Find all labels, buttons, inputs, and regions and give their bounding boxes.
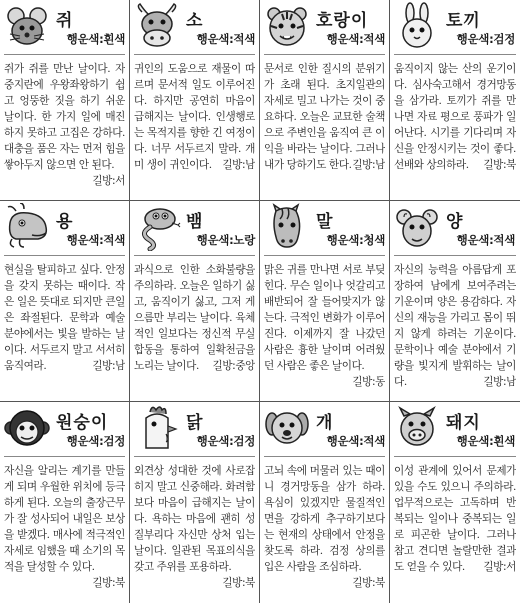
fortune-text-content: 현실을 탈피하고 싶다. 안정을 갖지 못하는 때이다. 작은 일은 뜻대로 되지만 큰일은 좌절된다. 문학과 예술 분야에서는 빛을 발하는 날이다. 서두르지 말고 서서히 움직여라. [4, 264, 125, 372]
fortune-text [394, 61, 516, 189]
fortune-cell-rat [0, 0, 130, 201]
fortune-text [134, 463, 255, 591]
fortune-text [264, 463, 385, 591]
zodiac-name: 양 [446, 212, 464, 232]
fortune-cell-horse [260, 201, 390, 402]
zodiac-name: 소 [186, 11, 204, 31]
divider [4, 255, 125, 256]
lucky-color: 행운색:적색 [326, 32, 385, 46]
fortune-text-content: 움직이지 않는 산의 운기이다. 심사숙고해서 경거망동을 삼가라. 토끼가 쥐를 만나면 자료 평으로 풍파가 일어난다. 시기를 기다리며 자신을 안정시키는 것이 좋다. 선배와 상의하라. [394, 63, 516, 171]
lucky-direction: 길방:북 [352, 577, 385, 589]
fortune-cell-snake [130, 201, 260, 402]
lucky-direction: 길방:북 [222, 577, 255, 589]
fortune-text [264, 61, 385, 189]
fortune-header [260, 201, 390, 254]
lucky-direction: 길방:남 [222, 159, 255, 171]
fortune-header [390, 201, 520, 254]
zodiac-name: 돼지 [446, 413, 481, 433]
lucky-color: 행운색:적색 [326, 434, 385, 448]
zodiac-name: 토끼 [446, 11, 481, 31]
divider [134, 54, 255, 55]
lucky-color: 행운색:검정 [196, 434, 255, 448]
fortune-text-content: 귀인의 도움으로 재물이 따르며 문서적 일도 이루어진다. 하지만 공연히 마음이 급해지는 날이다. 인생행로는 목적지를 향한 긴 여정이다. 너무 서두르지 말라. 개미 생이 귀인이다. [134, 63, 255, 171]
lucky-direction: 길방:남 [352, 159, 385, 171]
divider [4, 54, 125, 55]
lucky-direction: 길방:북 [92, 577, 125, 589]
fortune-text-content: 과식으로 인한 소화불량을 주의하라. 오늘은 일하기 싫고, 움직이기 싫고, 그저 게으름만 부리는 날이다. 육체적인 일보다는 정신적 무실합동을 통하여 일확천금을 노리는 날이다. [134, 264, 255, 372]
fortune-header [130, 201, 260, 254]
divider [134, 255, 255, 256]
zodiac-name: 쥐 [56, 11, 74, 31]
divider [264, 54, 385, 55]
zodiac-name: 호랑이 [316, 11, 369, 31]
fortune-header [260, 0, 390, 53]
fortune-header [130, 402, 260, 455]
fortune-text [134, 61, 255, 189]
fortune-text [134, 262, 255, 390]
fortune-text-content: 이성 관계에 있어서 문제가 있을 수도 있으니 주의하라. 업무적으로는 고독하며 반복되는 일이나 중복되는 일로 피곤한 날이다. 그러나 참고 견디면 놀랄만한 결과도 얻을 수 있다. [394, 465, 516, 573]
fortune-cell-dragon [0, 201, 130, 402]
fortune-text-content: 고뇌 속에 머물러 있는 때이니 경거망동을 삼가 하라. 욕심이 있겠지만 물질적인 면을 강하게 추구하기보다는 현재의 상태에서 안정을 찾도록 하라. 검정 상의를 입은 사람을 조심하라. [264, 465, 385, 573]
fortune-cell-monkey [0, 402, 130, 603]
lucky-color: 행운색:흰색 [456, 434, 515, 448]
snake-icon [132, 203, 182, 251]
fortune-text-content: 자신을 알리는 계기를 만들게 되며 우월한 위치에 등극하게 된다. 오늘의 출장근무가 잘 성사되어 내일은 보상을 받겠다. 매사에 적극적인 자세로 임했을 때 소기의 목적을 달성할 수 있다. [4, 465, 125, 573]
zodiac-name: 닭 [186, 413, 204, 433]
fortune-cell-cow [130, 0, 260, 201]
divider [394, 54, 516, 55]
fortune-cell-pig [390, 402, 520, 603]
fortune-text [264, 262, 385, 390]
lucky-direction: 길방:남 [92, 360, 125, 372]
fortune-cell-tiger [260, 0, 390, 201]
mouse-icon [2, 2, 52, 50]
fortune-header [390, 402, 520, 455]
fortune-text [4, 61, 125, 189]
lucky-direction: 길방:서 [92, 175, 125, 187]
divider [4, 456, 125, 457]
lucky-direction: 길방:남 [483, 376, 516, 388]
divider [394, 456, 516, 457]
lucky-color: 행운색:노랑 [196, 233, 255, 247]
lucky-color: 행운색:적색 [66, 233, 125, 247]
lucky-color: 행운색:검정 [66, 434, 125, 448]
divider [394, 255, 516, 256]
fortune-text-content: 문서로 인한 질시의 분위기가 초래 된다. 초지일관의 자세로 밀고 나가는 것이 중요하다. 오늘은 교묘한 술책으로 주변인을 움직여 큰 이익을 바라는 날이다. 그러나 내가 당하기도 한다. [264, 63, 385, 171]
pig-icon [392, 404, 442, 452]
fortune-header [130, 0, 260, 53]
divider [264, 255, 385, 256]
fortune-header [260, 402, 390, 455]
fortune-cell-dog [260, 402, 390, 603]
fortune-text [4, 463, 125, 591]
lucky-color: 행운색:적색 [456, 233, 515, 247]
fortune-text-content: 자신의 능력을 아름답게 포장하여 남에게 보여주려는 기운이며 양은 용감하다. 자신의 재능을 가리고 몸이 뛰지 않게 하려는 기운이다. 문학이나 예술 분야에서 기량을 빛지게 발휘하는 날이다. [394, 264, 516, 388]
zodiac-name: 뱀 [186, 212, 204, 232]
lucky-direction: 길방:서 [483, 561, 516, 573]
fortune-text [4, 262, 125, 390]
fortune-text-content: 쥐가 쥐를 만난 날이다. 자중지란에 우왕좌왕하기 쉽고 엉뚱한 짓을 하기 쉬운 날이다. 한 가지 일에 매진하지 못하고 고집은 강하다. 대충을 품은 자는 먼저 힘을 쌓아두지 않으면 안 된다. [4, 63, 125, 171]
zodiac-name: 원숭이 [56, 413, 109, 433]
zodiac-name: 말 [316, 212, 334, 232]
fortune-cell-rabbit [390, 0, 520, 201]
dog-icon [262, 404, 312, 452]
divider [264, 456, 385, 457]
cow-icon [132, 2, 182, 50]
tiger-icon [262, 2, 312, 50]
fortune-header [390, 0, 520, 53]
fortune-text-content: 외견상 성대한 것에 사로잡히지 말고 신중해라. 화려함보다 마음이 급해지는 날이다. 욕하는 마음에 괜히 성질부리다 자신만 상처 입는 날이다. 일관된 목표의식을 갖고 주위를 포용하라. [134, 465, 255, 573]
rabbit-icon [392, 2, 442, 50]
fortune-text-content: 맑은 귀를 만나면 서로 부딪힌다. 무슨 일이나 엇갈리고 배반되어 잘 들어맞지가 않는다. 극적인 변화가 이루어진다. 이제까지 잘 나갔던 사람은 흉한 날이며 어려웠던 사람은 좋은 날이다. [264, 264, 385, 372]
lucky-direction: 길방:중앙 [212, 360, 255, 372]
fortune-header [0, 402, 130, 455]
zodiac-name: 개 [316, 413, 334, 433]
divider [134, 456, 255, 457]
dragon-icon [2, 203, 52, 251]
fortune-text [394, 262, 516, 390]
rooster-icon [132, 404, 182, 452]
monkey-icon [2, 404, 52, 452]
lucky-color: 행운색:청색 [326, 233, 385, 247]
lucky-color: 행운색:검정 [456, 32, 515, 46]
lucky-color: 행운색:적색 [196, 32, 255, 46]
fortune-cell-sheep [390, 201, 520, 402]
fortune-cell-rooster [130, 402, 260, 603]
fortune-header [0, 0, 130, 53]
zodiac-name: 용 [56, 212, 74, 232]
lucky-direction: 길방:북 [483, 159, 516, 171]
fortune-header [0, 201, 130, 254]
fortune-text [394, 463, 516, 591]
sheep-icon [392, 203, 442, 251]
lucky-direction: 길방:동 [352, 376, 385, 388]
horse-icon [262, 203, 312, 251]
lucky-color: 행운색:흰색 [66, 32, 125, 46]
